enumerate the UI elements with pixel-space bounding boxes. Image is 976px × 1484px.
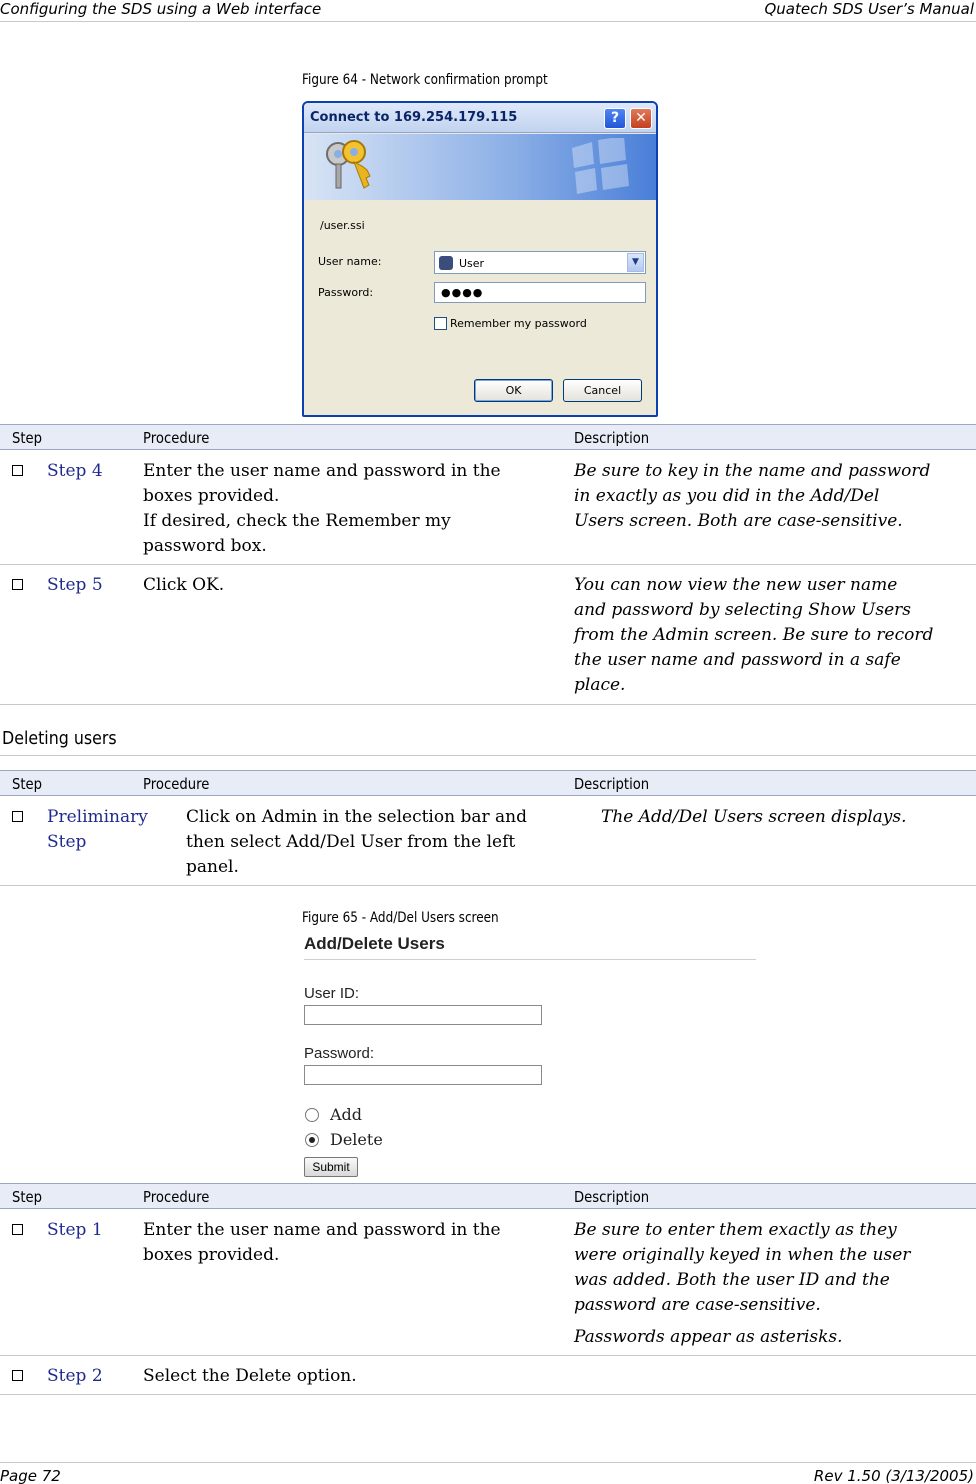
table-header (0, 424, 976, 450)
step-column-header: Step (12, 775, 43, 793)
section-heading (0, 728, 976, 756)
table-row (0, 451, 976, 565)
close-button[interactable]: ✕ (630, 108, 652, 129)
username-combobox[interactable] (434, 251, 646, 274)
section-title: Deleting users (2, 728, 117, 749)
description-column-header: Description (574, 429, 650, 447)
figure-65-caption: Figure 65 - Add/Del Users screen (302, 910, 499, 926)
procedure-text: Select the Delete option. (143, 1366, 357, 1386)
dialog-banner (304, 134, 656, 200)
step-label: Step 4 (47, 461, 103, 481)
login-dialog (302, 101, 658, 417)
checkbox-icon (12, 465, 23, 476)
step-label: Step 5 (47, 575, 103, 595)
page-number: Page 72 (0, 1467, 61, 1484)
checkbox-icon (12, 1370, 23, 1381)
dialog-title: Connect to 169.254.179.115 (310, 110, 518, 125)
windows-logo-icon (562, 138, 632, 194)
step-column-header: Step (12, 1188, 43, 1206)
description-text: Be sure to enter them exactly as they were originally keyed in when the user was added. Both the user ID and the password are case-sensitive. Passwords appear as asterisks. (574, 1220, 911, 1347)
header-manual-title: Quatech SDS User’s Manual (764, 0, 974, 18)
table-row (0, 1356, 976, 1395)
header-chapter: Configuring the SDS using a Web interface (0, 0, 322, 18)
table-header (0, 770, 976, 796)
procedure-text: Click on Admin in the selection bar and then select Add/Del User from the left panel. (186, 807, 527, 877)
divider (304, 959, 756, 960)
step-label: Preliminary Step (47, 807, 148, 852)
procedure-text: Click OK. (143, 575, 225, 595)
password-label: Password: (318, 286, 374, 299)
procedure-column-header: Procedure (143, 775, 210, 793)
delete-radio[interactable] (305, 1133, 319, 1147)
procedure-text: Enter the user name and password in the boxes provided. If desired, check the Remember my password box. (143, 461, 501, 556)
checkbox-icon (12, 1224, 23, 1235)
description-text: You can now view the new user name and password by selecting Show Users from the Admin screen. Be sure to record the user name and password in a safe place. (574, 575, 934, 695)
remember-password-checkbox[interactable] (434, 317, 447, 330)
ok-button[interactable]: OK (474, 379, 553, 402)
table-header (0, 1183, 976, 1209)
checkbox-icon (12, 579, 23, 590)
dialog-title-bar (304, 103, 656, 133)
password-value: ●●●● (441, 286, 484, 299)
procedure-column-header: Procedure (143, 1188, 210, 1206)
revision: Rev 1.50 (3/13/2005) (813, 1467, 974, 1484)
keys-icon (320, 138, 372, 192)
table-row (0, 565, 976, 705)
procedure-text: Enter the user name and password in the boxes provided. (143, 1220, 501, 1265)
realm-path: /user.ssi (320, 219, 365, 232)
description-text: Be sure to key in the name and password in exactly as you did in the Add/Del Users screen. Both are case-sensitive. (574, 461, 931, 531)
table-row (0, 797, 976, 886)
figure-64-caption: Figure 64 - Network confirmation prompt (302, 72, 548, 88)
description-column-header: Description (574, 1188, 650, 1206)
password-input[interactable] (434, 282, 646, 303)
password-label: Password: (304, 1045, 375, 1062)
page-header (0, 0, 976, 22)
step-label: Step 1 (47, 1220, 103, 1240)
chevron-down-icon[interactable]: ▼ (627, 253, 644, 272)
procedure-column-header: Procedure (143, 429, 210, 447)
step-column-header: Step (12, 429, 43, 447)
username-label: User name: (318, 255, 382, 268)
add-radio[interactable] (305, 1108, 319, 1122)
description-text: The Add/Del Users screen displays. (601, 807, 907, 827)
help-button[interactable]: ? (604, 108, 626, 129)
submit-button[interactable]: Submit (304, 1157, 358, 1177)
user-id-label: User ID: (304, 985, 360, 1002)
add-label[interactable]: Add (330, 1105, 363, 1124)
user-id-input[interactable] (304, 1005, 542, 1025)
table-row (0, 1210, 976, 1356)
checkbox-icon (12, 811, 23, 822)
username-value: User (459, 257, 485, 270)
add-delete-users-form (300, 930, 760, 1180)
cancel-button[interactable]: Cancel (563, 379, 642, 402)
password-input[interactable] (304, 1065, 542, 1085)
user-avatar-icon (439, 256, 453, 270)
page-footer (0, 1462, 976, 1484)
step-label: Step 2 (47, 1366, 103, 1386)
description-column-header: Description (574, 775, 650, 793)
form-title: Add/Delete Users (304, 934, 445, 953)
delete-label[interactable]: Delete (330, 1130, 383, 1149)
remember-password-label[interactable]: Remember my password (450, 317, 587, 330)
